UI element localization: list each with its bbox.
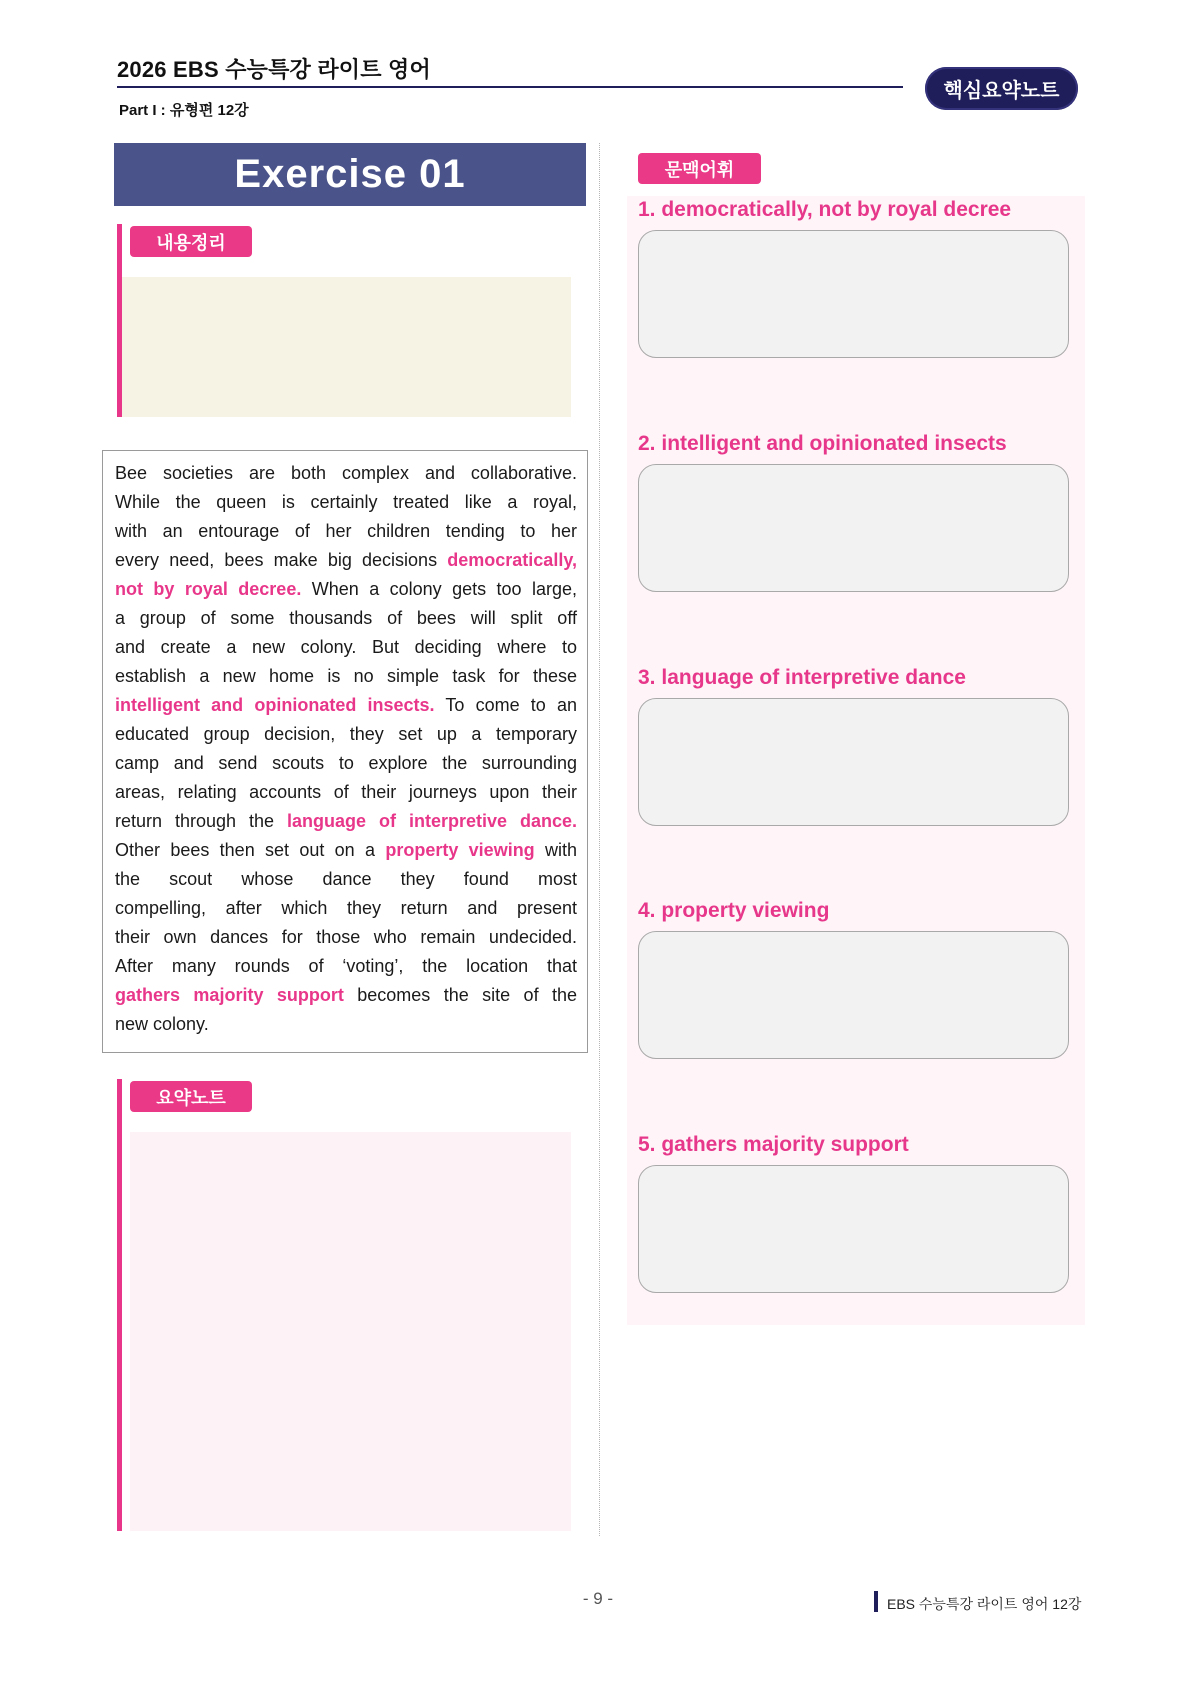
passage-text: with: [534, 840, 578, 860]
passage-line: [115, 981, 577, 1010]
passage-line: [115, 952, 577, 981]
passage-line: [115, 720, 577, 749]
passage-text: with an entourage of her children tending to her: [115, 521, 577, 541]
passage-text: areas, relating accounts of their journeys upon their: [115, 782, 577, 802]
passage-line: [115, 459, 577, 488]
passage-line: [115, 749, 577, 778]
exercise-title: Exercise 01: [114, 143, 586, 206]
key-phrase: not by royal decree.: [115, 579, 302, 599]
passage-text: compelling, after which they return and present: [115, 898, 577, 918]
passage-line: [115, 691, 577, 720]
passage-text: and create a new colony. But deciding where to: [115, 637, 577, 657]
vocab-phrase: language of interpretive dance: [661, 666, 966, 689]
passage-text: return through the: [115, 811, 288, 831]
vocab-item: [638, 197, 1069, 358]
vocab-number: 1.: [638, 198, 656, 221]
passage-text: camp and send scouts to explore the surrounding: [115, 753, 577, 773]
key-phrase: property viewing: [385, 840, 535, 860]
vocab-phrase: democratically, not by royal decree: [661, 198, 1012, 221]
vocab-answer-box: [638, 698, 1069, 826]
passage-text: the scout whose dance they found most: [115, 869, 577, 889]
vocab-heading: [638, 898, 1069, 924]
header-rule: [117, 86, 903, 88]
key-notes-badge: 핵심요약노트: [925, 67, 1078, 110]
passage-text: becomes the site of the: [343, 985, 577, 1005]
vocab-heading: [638, 431, 1069, 457]
passage-line: [115, 1010, 577, 1039]
vocab-phrase: intelligent and opinionated insects: [661, 432, 1007, 455]
vocab-number: 4.: [638, 899, 656, 922]
vocab-heading: [638, 197, 1069, 223]
footer-book-title: EBS 수능특강 라이트 영어 12강: [887, 1596, 1082, 1612]
passage-text: When a colony gets too large,: [301, 579, 577, 599]
column-divider: [599, 143, 600, 1536]
passage-text: educated group decision, they set up a temporary: [115, 724, 577, 744]
content-summary-label: 내용정리: [130, 226, 252, 257]
passage-text: While the queen is certainly treated like a royal,: [115, 492, 577, 512]
vocab-item: [638, 665, 1069, 826]
passage-line: [115, 923, 577, 952]
passage-text: a group of some thousands of bees will split off: [115, 608, 577, 628]
vocab-answer-box: [638, 931, 1069, 1059]
passage-line: [115, 778, 577, 807]
passage-line: [115, 662, 577, 691]
key-phrase: gathers majority support: [115, 985, 344, 1005]
vocab-item: [638, 898, 1069, 1059]
vocab-answer-box: [638, 464, 1069, 592]
passage-text: establish a new home is no simple task for these: [115, 666, 577, 686]
passage-text: new colony.: [115, 1014, 209, 1034]
passage-line: [115, 894, 577, 923]
vocab-phrase: property viewing: [661, 899, 830, 922]
vocab-number: 5.: [638, 1133, 656, 1156]
passage-line: [115, 633, 577, 662]
footer-bar: [874, 1591, 878, 1612]
passage-line: [115, 865, 577, 894]
book-title: 2026 EBS 수능특강 라이트 영어: [117, 57, 431, 82]
passage-text: To come to an: [434, 695, 577, 715]
section-bar: [117, 1079, 122, 1531]
vocab-item: [638, 431, 1069, 592]
passage-line: [115, 604, 577, 633]
vocab-item: [638, 1132, 1069, 1293]
vocab-answer-box: [638, 230, 1069, 358]
key-phrase: language of interpretive dance.: [287, 811, 577, 831]
passage-text: their own dances for those who remain undecided.: [115, 927, 577, 947]
passage-line: [115, 575, 577, 604]
vocab-heading: [638, 665, 1069, 691]
passage-text: Other bees then set out on a: [115, 840, 386, 860]
passage-text: Bee societies are both complex and collaborative.: [115, 463, 577, 483]
vocab-phrase: gathers majority support: [661, 1133, 909, 1156]
vocab-heading: [638, 1132, 1069, 1158]
summary-note-box: [130, 1132, 571, 1531]
passage-box: [102, 450, 588, 1053]
vocab-number: 2.: [638, 432, 656, 455]
summary-note-label: 요약노트: [130, 1081, 252, 1112]
vocab-answer-box: [638, 1165, 1069, 1293]
content-summary-box: [122, 277, 571, 417]
passage-text: every need, bees make big decisions: [115, 550, 448, 570]
context-vocab-label: 문맥어휘: [638, 153, 761, 184]
passage-text: After many rounds of ‘voting’, the location that: [115, 956, 577, 976]
part-subtitle: Part I : 유형편 12강: [119, 102, 249, 119]
passage-line: [115, 836, 577, 865]
passage-line: [115, 546, 577, 575]
page-number: - 9 -: [582, 1589, 614, 1608]
key-phrase: intelligent and opinionated insects.: [115, 695, 435, 715]
key-phrase: democratically,: [447, 550, 577, 570]
vocab-number: 3.: [638, 666, 656, 689]
passage-line: [115, 488, 577, 517]
passage-line: [115, 517, 577, 546]
passage-line: [115, 807, 577, 836]
